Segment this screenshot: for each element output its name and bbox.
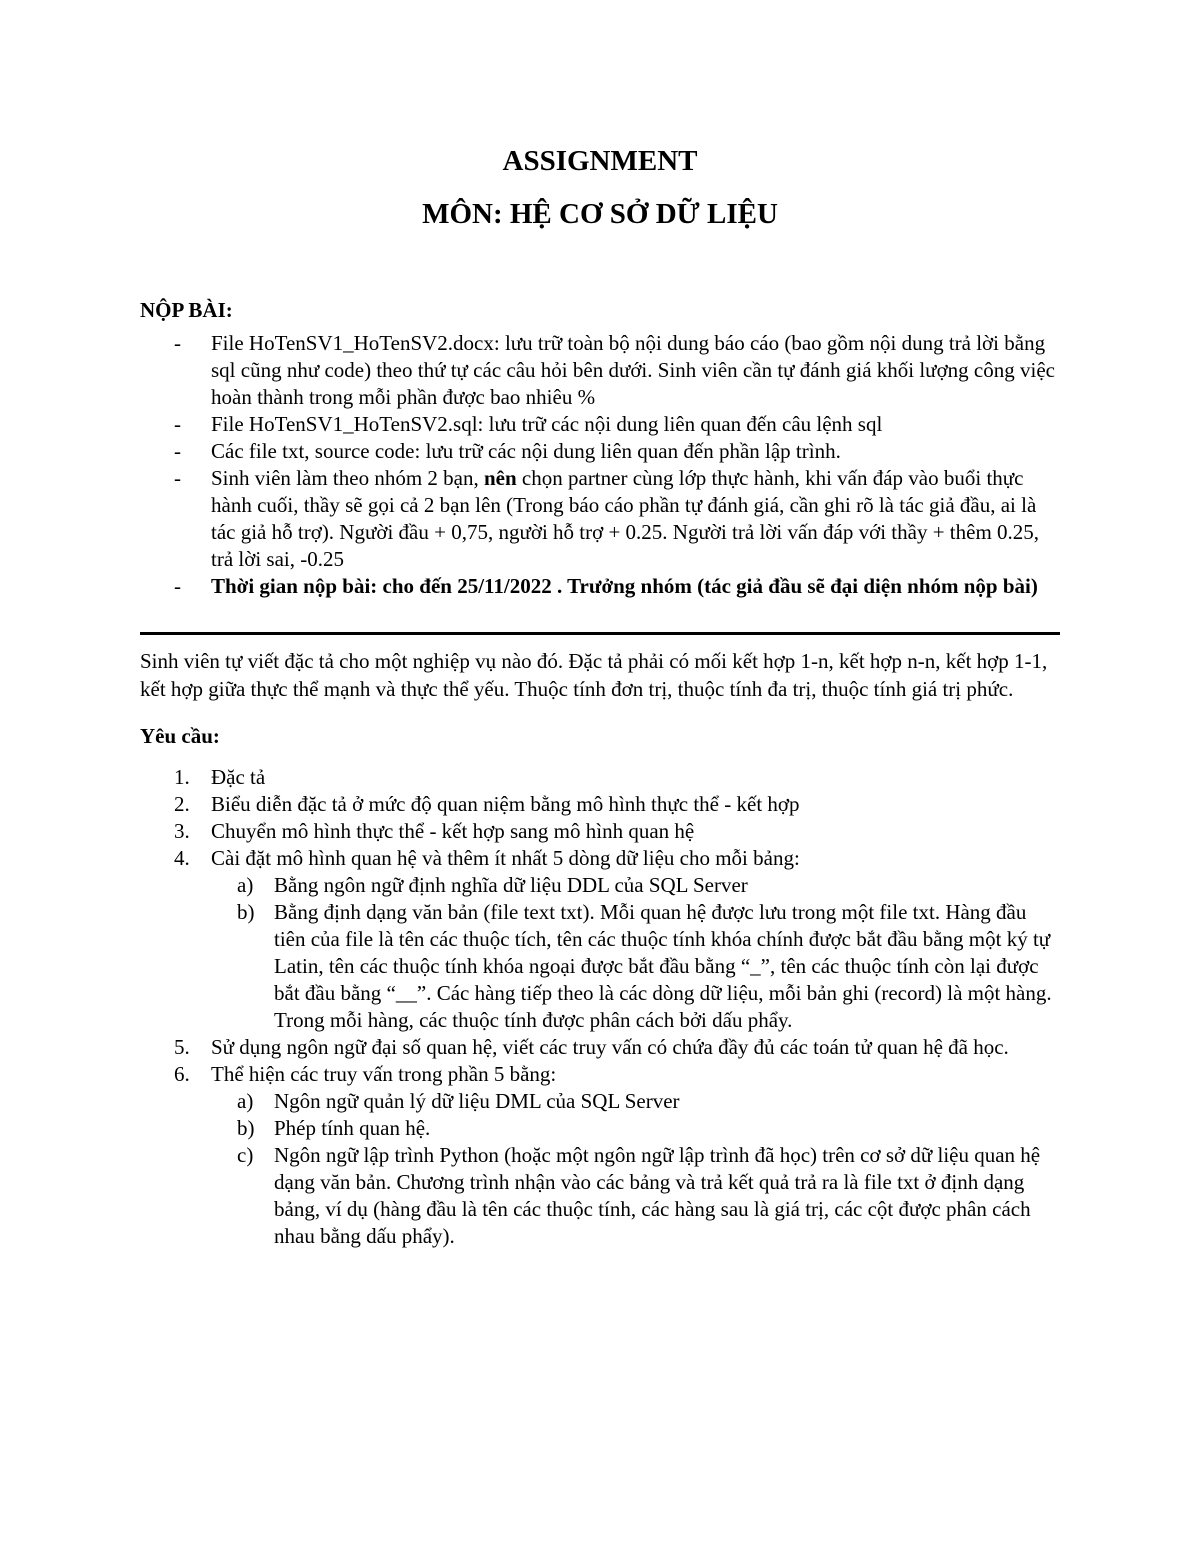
horizontal-divider	[140, 632, 1060, 635]
dash-bullet: -	[174, 412, 181, 436]
item-number: 6.	[174, 1062, 190, 1086]
requirement-item	[140, 1034, 1060, 1061]
requirement-text: Thể hiện các truy vấn trong phần 5 bằng:	[211, 1062, 557, 1086]
sub-list	[211, 1088, 1060, 1250]
requirement-text: Biểu diễn đặc tả ở mức độ quan niệm bằng mô hình thực thể - kết hợp	[211, 792, 800, 816]
requirement-item	[140, 1061, 1060, 1250]
dash-bullet: -	[174, 439, 181, 463]
list-item	[140, 411, 1060, 438]
list-item-text: File HoTenSV1_HoTenSV2.sql: lưu trữ các nội dung liên quan đến câu lệnh sql	[211, 412, 883, 436]
sub-item-letter: a)	[237, 873, 254, 897]
sub-item	[140, 1142, 1060, 1250]
requirement-item	[140, 818, 1060, 845]
sub-list	[211, 872, 1060, 1034]
list-item-text: File HoTenSV1_HoTenSV2.docx: lưu trữ toàn bộ nội dung báo cáo (bao gồm nội dung trả lời bằng sql cũng như code) theo thứ tự các câu hỏi bên dưới. Sinh viên cần tự đánh giá khối lượng công việc hoàn thành trong mỗi phần được bao nhiêu %	[211, 331, 1055, 409]
group-rule-after: chọn partner cùng lớp thực hành, khi vấn đáp vào buổi thực hành cuối, thầy sẽ gọi cả 2 bạn lên (Trong báo cáo phần tự đánh giá, cần ghi rõ là tác giả đầu, ai là tác giả hỗ trợ). Người đầu + 0,75, người hỗ trợ + 0.25. Người trả lời vấn đáp với thầy + thêm 0.25, trả lời sai, -0.25	[211, 466, 1040, 571]
requirement-text: Sử dụng ngôn ngữ đại số quan hệ, viết các truy vấn có chứa đầy đủ các toán tử quan hệ đã học.	[211, 1035, 1009, 1059]
requirement-text: Chuyển mô hình thực thể - kết hợp sang mô hình quan hệ	[211, 819, 695, 843]
group-rule-emphasis: nên	[483, 466, 517, 490]
list-item	[140, 330, 1060, 411]
sub-item-letter: c)	[237, 1143, 254, 1167]
list-item	[140, 438, 1060, 465]
sub-item	[140, 1088, 1060, 1115]
item-number: 1.	[174, 765, 190, 789]
requirement-item	[140, 764, 1060, 791]
sub-item	[140, 899, 1060, 1034]
sub-item-letter: a)	[237, 1089, 254, 1113]
requirement-text: Đặc tả	[211, 765, 266, 789]
sub-item-text: Phép tính quan hệ.	[274, 1116, 431, 1140]
submission-heading: NỘP BÀI:	[140, 298, 233, 322]
sub-item	[140, 872, 1060, 899]
requirements-heading: Yêu cầu:	[140, 724, 220, 748]
list-item	[140, 573, 1060, 600]
requirement-text: Cài đặt mô hình quan hệ và thêm ít nhất 5 dòng dữ liệu cho mỗi bảng:	[211, 846, 800, 870]
requirement-item	[140, 791, 1060, 818]
item-number: 4.	[174, 846, 190, 870]
requirement-item	[140, 845, 1060, 1034]
dash-bullet: -	[174, 574, 181, 598]
sub-item-text: Ngôn ngữ quản lý dữ liệu DML của SQL Server	[274, 1089, 680, 1113]
submission-list	[140, 330, 1060, 600]
sub-item-text: Bằng ngôn ngữ định nghĩa dữ liệu DDL của SQL Server	[274, 873, 748, 897]
sub-item-letter: b)	[237, 1116, 255, 1140]
sub-item-letter: b)	[237, 900, 255, 924]
list-item	[140, 465, 1060, 573]
item-number: 5.	[174, 1035, 190, 1059]
sub-item-text: Bằng định dạng văn bản (file text txt). Mỗi quan hệ được lưu trong một file txt. Hàng đầu tiên của file là tên các thuộc tích, tên các thuộc tính khóa chính được bắt đầu bằng một ký tự Latin, tên các thuộc tính khóa ngoại được bắt đầu bằng “_”, tên các thuộc tính còn lại được bắt đầu bằng “__”. Các hàng tiếp theo là các dòng dữ liệu, mỗi bản ghi (record) là một hàng. Trong mỗi hàng, các thuộc tính được phân cách bởi dấu phẩy.	[274, 900, 1052, 1032]
item-number: 2.	[174, 792, 190, 816]
dash-bullet: -	[174, 466, 181, 490]
deadline-text: Thời gian nộp bài: cho đến 25/11/2022 . Trưởng nhóm (tác giả đầu sẽ đại diện nhóm nộp bài)	[211, 574, 1038, 598]
requirements-list	[140, 764, 1060, 1250]
group-rule-before: Sinh viên làm theo nhóm 2 bạn,	[211, 466, 484, 490]
list-item-text: Các file txt, source code: lưu trữ các nội dung liên quan đến phần lập trình.	[211, 439, 841, 463]
dash-bullet: -	[174, 331, 181, 355]
item-number: 3.	[174, 819, 190, 843]
document-title: ASSIGNMENT	[502, 145, 698, 177]
sub-item-text: Ngôn ngữ lập trình Python (hoặc một ngôn ngữ lập trình đã học) trên cơ sở dữ liệu quan hệ dạng văn bản. Chương trình nhận vào các bảng và trả kết quả trả ra là file txt ở định dạng bảng, ví dụ (hàng đầu là tên các thuộc tính, các hàng sau là giá trị, các cột được phân cách nhau bằng dấu phẩy).	[274, 1143, 1041, 1248]
description-paragraph: Sinh viên tự viết đặc tả cho một nghiệp vụ nào đó. Đặc tả phải có mối kết hợp 1-n, kết hợp n-n, kết hợp 1-1, kết hợp giữa thực thể mạnh và thực thể yếu. Thuộc tính đơn trị, thuộc tính đa trị, thuộc tính giá trị phức.	[140, 649, 1048, 701]
document-subtitle: MÔN: HỆ CƠ SỞ DỮ LIỆU	[422, 198, 778, 230]
sub-item	[140, 1115, 1060, 1142]
